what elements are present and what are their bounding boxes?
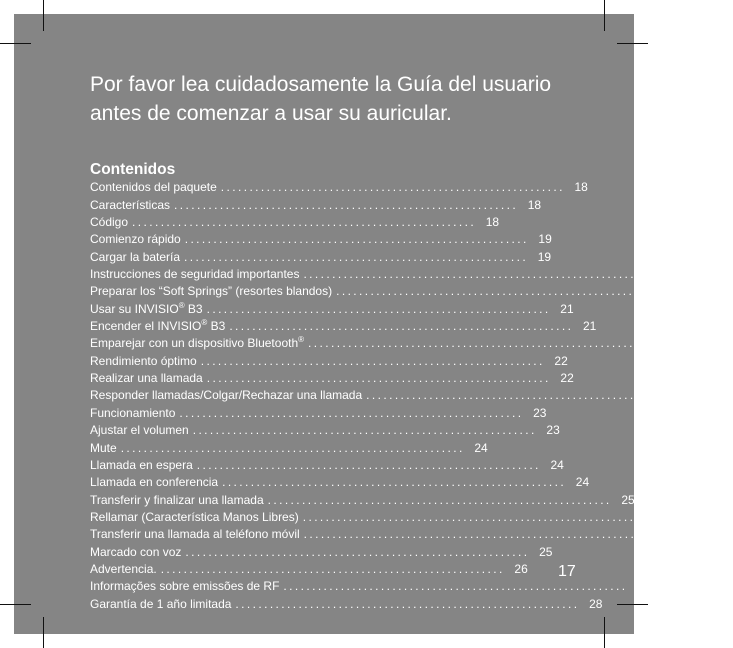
toc-entry xyxy=(90,526,671,543)
toc-entry xyxy=(90,578,651,595)
toc-entry-page: 23 xyxy=(533,405,547,420)
page-number: 17 xyxy=(558,563,576,580)
toc-entry-title: Características xyxy=(90,197,171,212)
toc-entry xyxy=(90,439,488,456)
intro-line-2: antes de comenzar a usar su auricular. xyxy=(90,102,452,125)
toc-entry-page: 22 xyxy=(661,336,676,351)
toc-entry-title: Usar su INVISIO® B3 xyxy=(90,300,203,316)
toc-entry-page: 21 xyxy=(560,301,574,316)
toc-entry-title: Llamada en espera xyxy=(90,457,193,472)
toc-entry-title: Encender el INVISIO® B3 xyxy=(90,318,226,334)
toc-dot-leader: ............................................................ xyxy=(302,509,647,524)
toc-entry-page: 22 xyxy=(554,353,568,368)
toc-dot-leader: ............................................................ xyxy=(206,371,551,386)
toc-entry-page: 25 xyxy=(621,492,635,507)
toc-entry xyxy=(90,509,670,526)
crop-mark-top-left-v xyxy=(43,0,44,31)
toc-dot-leader: ............................................................ xyxy=(192,423,537,438)
toc-entry-title: Rendimiento óptimo xyxy=(90,353,197,368)
toc-dot-leader: ............................................................ xyxy=(160,561,505,576)
toc-dot-leader: ............................................................ xyxy=(303,267,648,282)
toc-entry-page: 19 xyxy=(657,267,671,282)
toc-entry-title: Llamada en conferencia xyxy=(90,475,219,490)
toc-entry xyxy=(90,214,500,231)
toc-entry xyxy=(90,266,671,283)
toc-entry-title: Ajustar el volumen xyxy=(90,423,189,438)
toc-entry-page: 28 xyxy=(589,596,603,611)
crop-mark-bottom-left-v xyxy=(43,617,44,648)
toc-dot-leader: ............................................................ xyxy=(184,249,529,264)
toc-dot-leader: ............................................................ xyxy=(206,301,551,316)
toc-dot-leader: ............................................................ xyxy=(174,197,519,212)
toc-entry xyxy=(90,352,568,369)
toc-entry-title: Informações sobre emissões de RF xyxy=(90,579,280,594)
toc-entry-title: Preparar los “Soft Springs” (resortes blandos) xyxy=(90,284,333,299)
toc-entry-title: Marcado con voz xyxy=(90,544,182,559)
toc-entry xyxy=(90,231,552,248)
toc-dot-leader: ............................................................ xyxy=(303,527,648,542)
toc-dot-leader: ............................................................ xyxy=(267,492,612,507)
toc-entry-page: 19 xyxy=(538,232,552,247)
toc-entry-title: Advertencia. xyxy=(90,561,157,576)
toc-dot-leader: ............................................................ xyxy=(185,544,530,559)
toc-entry-page: 25 xyxy=(657,527,671,542)
toc-dot-leader: ............................................................ xyxy=(200,353,545,368)
toc-entry-page: 21 xyxy=(583,319,597,334)
toc-dot-leader: ............................................................ xyxy=(308,336,653,351)
toc-entry-title: Cargar la batería xyxy=(90,249,181,264)
crop-mark-bottom-left-h xyxy=(0,604,31,605)
toc-entry xyxy=(90,457,564,474)
toc-entry xyxy=(90,474,590,491)
toc-entry xyxy=(90,491,635,508)
toc-entry-page: 25 xyxy=(656,509,670,524)
crop-mark-top-right-h xyxy=(617,43,648,44)
toc-entry xyxy=(90,387,733,404)
toc-entry xyxy=(90,595,603,612)
registered-mark: ® xyxy=(298,335,305,345)
toc-entry-title: Instrucciones de seguridad importantes xyxy=(90,267,300,282)
toc-entry-title: Mute xyxy=(90,440,117,455)
toc-entry-page: 24 xyxy=(550,457,564,472)
registered-mark: ® xyxy=(201,318,208,328)
toc-entry-page: 22 xyxy=(560,371,574,386)
toc-entry-title: Funcionamiento xyxy=(90,405,176,420)
toc-entry xyxy=(90,300,574,317)
crop-mark-top-left-h xyxy=(0,43,31,44)
toc-entry xyxy=(90,404,547,421)
toc-entry xyxy=(90,561,528,578)
toc-entry-page: 23 xyxy=(719,388,733,403)
toc-entry xyxy=(90,543,553,560)
toc-entry xyxy=(90,318,597,335)
toc-entry xyxy=(90,422,560,439)
toc-entry-title: Realizar una llamada xyxy=(90,371,203,386)
toc-entry-page: 19 xyxy=(537,249,552,264)
toc-dot-leader: ............................................................ xyxy=(220,180,565,195)
toc-entry-title: Emparejar con un dispositivo Bluetooth® xyxy=(90,335,305,351)
toc-dot-leader: ............................................................ xyxy=(184,232,529,247)
toc-heading: Contenidos xyxy=(90,161,176,178)
toc-entry-page: 26 xyxy=(514,561,528,576)
toc-dot-leader: ............................................................ xyxy=(120,440,465,455)
toc-entry-page: 27 xyxy=(637,579,651,594)
toc-entry-page: 20 xyxy=(689,284,704,299)
intro-text xyxy=(90,70,610,128)
toc-entry xyxy=(90,179,588,196)
toc-dot-leader: ............................................................ xyxy=(179,405,524,420)
toc-entry-title: Código xyxy=(90,215,129,230)
toc-dot-leader: ............................................................ xyxy=(235,596,580,611)
toc-entry-title: Garantía de 1 año limitada xyxy=(90,596,232,611)
toc-entry xyxy=(90,335,676,352)
toc-entry xyxy=(90,248,552,265)
crop-mark-bottom-right-v xyxy=(604,617,605,648)
toc-dot-leader: ............................................................ xyxy=(283,579,628,594)
toc-dot-leader: ............................................................ xyxy=(366,388,711,403)
toc-dot-leader: ............................................................ xyxy=(196,457,541,472)
toc-entry xyxy=(90,370,574,387)
toc-dot-leader: ............................................................ xyxy=(229,319,574,334)
toc-dot-leader: ............................................................ xyxy=(336,284,681,299)
toc-dot-leader: ............................................................ xyxy=(132,215,477,230)
toc-entry-page: 24 xyxy=(474,440,488,455)
intro-line-1: Por favor lea cuidadosamente la Guía del usuario xyxy=(90,73,552,96)
toc-entry-page: 18 xyxy=(527,197,542,212)
crop-mark-bottom-right-h xyxy=(617,604,648,605)
toc-entry-title: Responder llamadas/Colgar/Rechazar una llamada xyxy=(90,388,363,403)
toc-entry-page: 18 xyxy=(485,215,500,230)
toc-entry-title: Transferir una llamada al teléfono móvil xyxy=(90,527,300,542)
toc-entry-page: 25 xyxy=(539,544,553,559)
toc-entry-title: Contenidos del paquete xyxy=(90,180,217,195)
toc-entry-title: Transferir y finalizar una llamada xyxy=(90,492,264,507)
toc-entry-title: Comienzo rápido xyxy=(90,232,181,247)
toc-entry-page: 18 xyxy=(574,180,588,195)
crop-mark-top-right-v xyxy=(604,0,605,31)
toc-entry-page: 23 xyxy=(546,423,560,438)
registered-mark: ® xyxy=(178,300,185,310)
toc-entry-page: 24 xyxy=(575,475,590,490)
toc-entry xyxy=(90,196,542,213)
toc-entry-title: Rellamar (Característica Manos Libres) xyxy=(90,509,299,524)
toc-entry xyxy=(90,283,704,300)
toc-dot-leader: ............................................................ xyxy=(222,475,567,490)
